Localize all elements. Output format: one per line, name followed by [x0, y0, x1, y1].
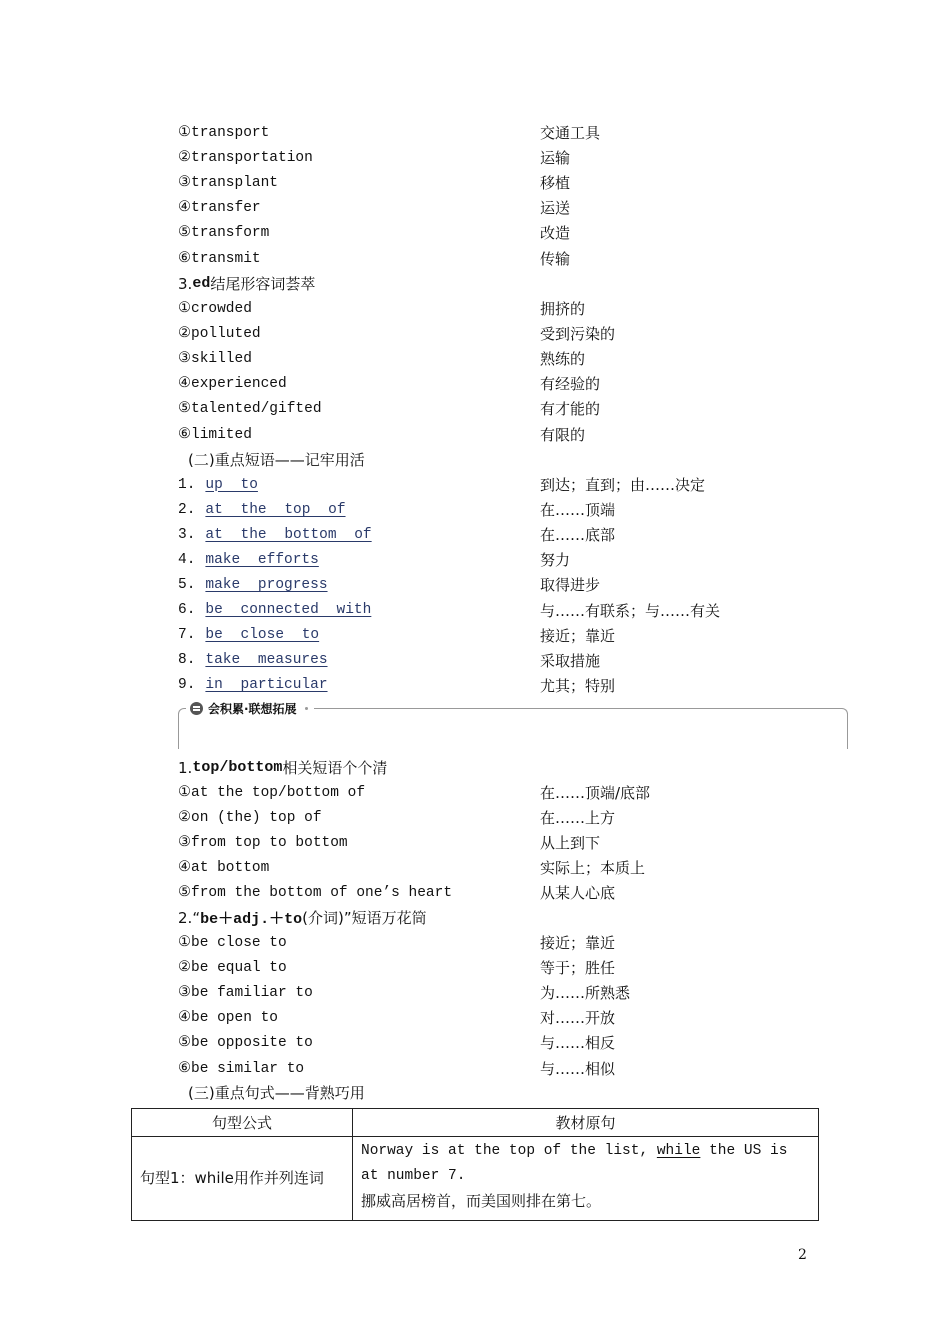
phrase-text: take measures [205, 652, 328, 669]
chinese-meaning: 运输 [540, 149, 571, 168]
heading-bold-term: ed [192, 275, 211, 292]
list-item [178, 572, 798, 597]
chinese-meaning: 熟练的 [540, 350, 586, 369]
chinese-meaning: 交通工具 [540, 124, 601, 142]
list-item [178, 396, 798, 421]
english-term: ⑤talented/gifted [178, 401, 322, 418]
list-item [178, 246, 798, 271]
chinese-meaning: 取得进步 [540, 576, 601, 595]
english-term: ⑥transmit [178, 250, 261, 267]
list-item [178, 855, 798, 880]
chinese-meaning: 从某人心底 [540, 884, 616, 903]
heading-bold-term: top/bottom [192, 759, 283, 776]
chinese-meaning: 在……顶端 [540, 501, 616, 520]
english-term: ④transfer [178, 200, 261, 217]
english-term: ⑥be similar to [178, 1060, 305, 1077]
english-term: ①crowded [178, 301, 252, 317]
chinese-meaning: 运送 [540, 199, 571, 218]
chinese-meaning: 从上到下 [540, 834, 601, 853]
english-term: ②polluted [178, 326, 261, 343]
ed-adjectives-heading [178, 271, 315, 296]
phrase-text: make progress [205, 576, 328, 593]
extension-label-text: 会积累·联想拓展 [208, 701, 297, 716]
english-term: ④at bottom [178, 860, 270, 877]
section2-title: (二)重点短语——记牢用活 [188, 451, 365, 469]
chinese-meaning: 尤其；特别 [540, 676, 616, 695]
list-item [178, 296, 798, 321]
list-item [178, 648, 798, 673]
item-number: 5. [178, 576, 196, 593]
chinese-meaning: 拥挤的 [540, 300, 586, 318]
item-number: 8. [178, 652, 196, 669]
english-term: ③from top to bottom [178, 835, 348, 852]
list-item [178, 497, 798, 522]
item-number: 4. [178, 551, 196, 568]
item-number: 1. [178, 476, 196, 493]
chinese-meaning: 受到污染的 [540, 325, 616, 344]
list-item [178, 598, 798, 623]
sentence-part: Norway is at the top of the list, [361, 1143, 657, 1159]
list-item [178, 780, 798, 805]
english-term [178, 677, 540, 693]
chinese-meaning: 在……顶端/底部 [540, 784, 651, 802]
chinese-meaning: 传输 [540, 249, 571, 268]
english-term [178, 527, 540, 543]
list-item [178, 547, 798, 572]
chinese-meaning: 在……上方 [540, 809, 616, 828]
table-row [132, 1137, 819, 1221]
chinese-meaning: 有经验的 [540, 375, 601, 394]
list-item [178, 120, 798, 145]
chinese-meaning: 对……开放 [540, 1009, 616, 1028]
item-number: 9. [178, 677, 196, 694]
list-item [178, 955, 798, 980]
chinese-meaning: 采取措施 [540, 651, 601, 670]
list-item [178, 145, 798, 170]
table-header-row [132, 1109, 819, 1137]
english-term: ③skilled [178, 351, 252, 368]
list-item [178, 805, 798, 830]
page-number: 2 [798, 1247, 807, 1263]
chinese-meaning: 到达；直到；由……决定 [540, 476, 706, 494]
english-term [178, 552, 540, 568]
chinese-meaning: 移植 [540, 174, 571, 193]
english-term [178, 477, 540, 493]
chinese-meaning: 有才能的 [540, 400, 601, 419]
english-term: ⑥limited [178, 426, 252, 443]
phrase-text: be connected with [205, 602, 372, 618]
list-item [178, 371, 798, 396]
source-sentence-cell [353, 1137, 819, 1221]
list-item [178, 980, 798, 1005]
note-icon [190, 702, 203, 715]
list-item [178, 1056, 798, 1081]
english-term [178, 652, 540, 668]
english-term: ③be familiar to [178, 985, 313, 1002]
heading-text: 相关短语个个清 [282, 759, 388, 777]
table-header-source: 教材原句 [353, 1109, 819, 1137]
english-term [178, 602, 540, 618]
heading-text: (介词)”短语万花筒 [302, 909, 427, 927]
list-item [178, 321, 798, 346]
english-term: ③transplant [178, 175, 279, 192]
phrase-text: at the top of [205, 501, 346, 518]
heading-number: 2. [178, 908, 193, 927]
pattern-cell: 句型1：while用作并列连词 [132, 1137, 353, 1221]
list-item [178, 170, 798, 195]
english-term: ①be close to [178, 935, 287, 951]
english-term: ②transportation [178, 150, 313, 167]
source-sentence-cn: 挪威高居榜首，而美国则排在第七。 [361, 1192, 602, 1210]
phrase-text: at the bottom of [205, 526, 372, 543]
list-item [178, 930, 798, 955]
english-term [178, 627, 540, 643]
chinese-meaning: 改造 [540, 224, 571, 243]
extension-label [186, 699, 314, 717]
chinese-meaning: 努力 [540, 551, 571, 570]
section3-title: (三)重点句式——背熟巧用 [188, 1084, 365, 1102]
list-item [178, 422, 798, 447]
list-item [178, 472, 798, 497]
list-item [178, 346, 798, 371]
list-item [178, 1030, 798, 1055]
chinese-meaning: 等于；胜任 [540, 959, 616, 978]
source-sentence-en [361, 1139, 810, 1189]
list-item [178, 220, 798, 245]
beadj-heading [178, 905, 427, 930]
list-item [178, 623, 798, 648]
heading-open-quote: “ [192, 908, 201, 927]
sentence-key-word: while [656, 1143, 701, 1159]
english-term: ⑤from the bottom of one’s heart [178, 885, 453, 902]
item-number: 2. [178, 501, 196, 518]
sentence-pattern-table [131, 1108, 819, 1221]
chinese-meaning: 接近；靠近 [540, 626, 616, 645]
english-term: ④experienced [178, 376, 287, 393]
english-term [178, 577, 540, 593]
list-item [178, 830, 798, 855]
heading-number: 1. [178, 758, 193, 777]
heading-number: 3. [178, 274, 193, 293]
phrase-text: make efforts [205, 551, 319, 568]
table-header-pattern: 句型公式 [132, 1109, 353, 1137]
list-item [178, 673, 798, 698]
english-term: ⑤be opposite to [178, 1035, 313, 1052]
phrase-text: in particular [205, 677, 328, 694]
heading-text: 结尾形容词荟萃 [210, 275, 316, 293]
english-term [178, 502, 540, 518]
list-item [178, 522, 798, 547]
english-term: ⑤transform [178, 225, 270, 242]
heading-bold-term: be＋adj.＋to [200, 911, 303, 928]
item-number: 7. [178, 627, 196, 644]
dot-icon [305, 707, 308, 710]
english-term: ②be equal to [178, 960, 287, 977]
chinese-meaning: 与……相反 [540, 1034, 616, 1053]
chinese-meaning: 在……底部 [540, 526, 616, 545]
chinese-meaning: 与……相似 [540, 1059, 616, 1078]
list-item [178, 1005, 798, 1030]
english-term: ①at the top/bottom of [178, 785, 366, 801]
phrase-text: be close to [205, 627, 320, 644]
item-number: 3. [178, 526, 196, 543]
english-term: ②on (the) top of [178, 810, 322, 827]
chinese-meaning: 接近；靠近 [540, 934, 616, 952]
list-item [178, 880, 798, 905]
phrase-text: up to [205, 476, 258, 493]
item-number: 6. [178, 602, 196, 618]
list-item [178, 195, 798, 220]
chinese-meaning: 实际上；本质上 [540, 859, 646, 878]
topbottom-heading [178, 755, 387, 780]
english-term: ①transport [178, 125, 270, 141]
chinese-meaning: 有限的 [540, 425, 586, 444]
chinese-meaning: 与……有联系；与……有关 [540, 601, 721, 620]
chinese-meaning: 为……所熟悉 [540, 984, 631, 1003]
english-term: ④be open to [178, 1010, 279, 1027]
sentence-part: the US is at number 7. [361, 1143, 788, 1184]
